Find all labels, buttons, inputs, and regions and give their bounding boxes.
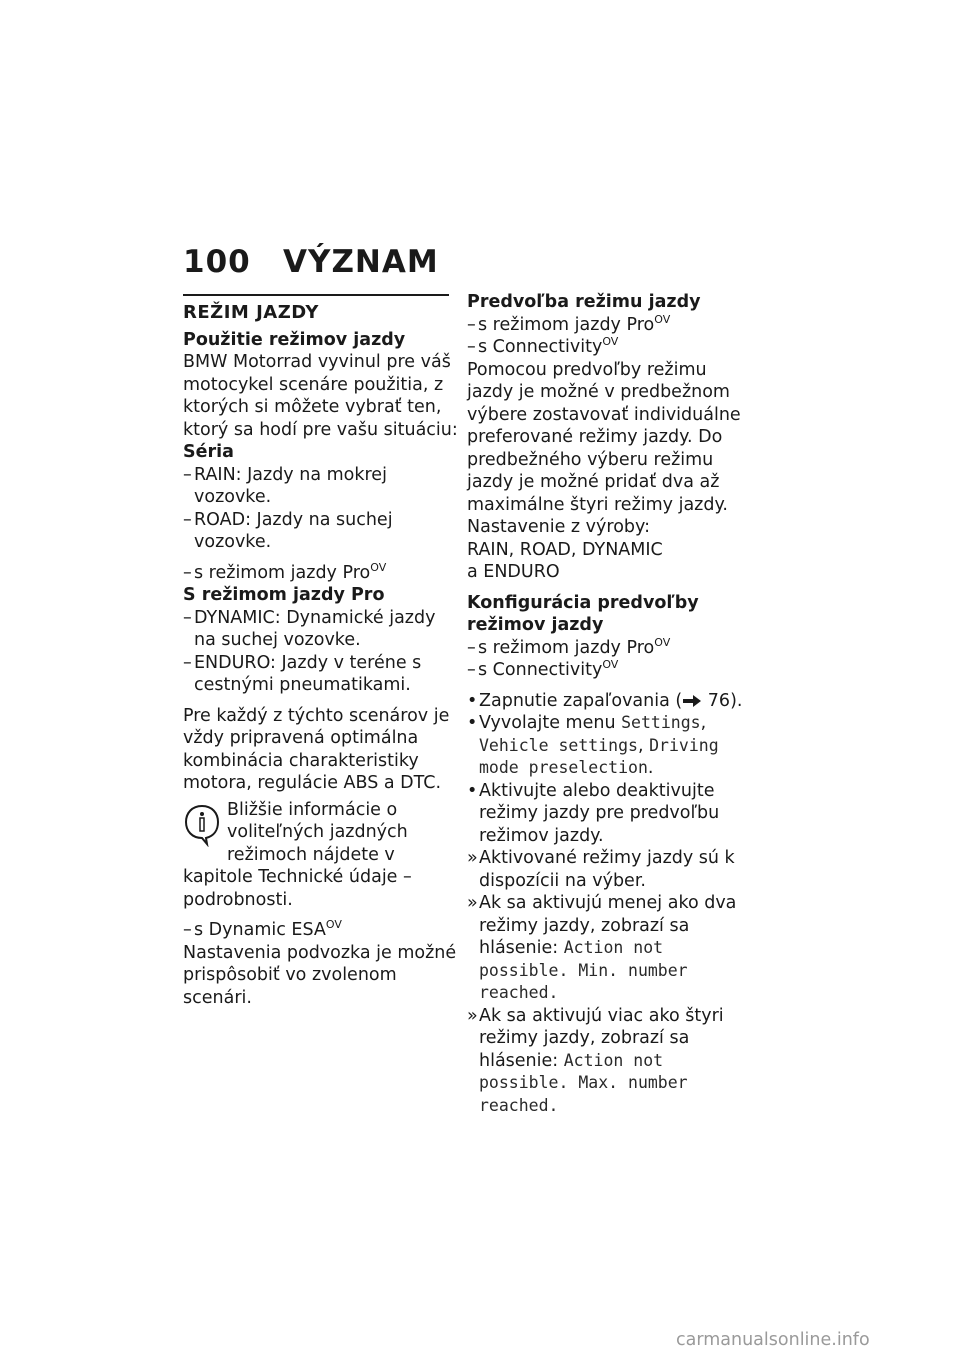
config-head: Konfigurácia predvoľby režimov jazdy	[467, 592, 699, 635]
esa-note: – s Dynamic $ESA^{OV}$	[183, 918, 342, 940]
chapter-title: VÝZNAM	[283, 244, 439, 280]
list-item: – DYNAMIC: Dynamické jazdy na suchej vozovke.	[183, 607, 436, 650]
bullet-icon: •	[467, 690, 478, 711]
list-item: – ROAD: Jazdy na suchej vozovke.	[183, 509, 393, 552]
result-item: » Ak sa aktivujú menej ako dva režimy jazdy, zobrazí sa hlásenie: Action not possible. Min. number reached.	[467, 892, 747, 1005]
factory-label: Nastavenie z výroby:	[467, 517, 650, 537]
result-icon: »	[467, 848, 478, 868]
left-column	[183, 296, 458, 1009]
result-item: » Aktivované režimy jazdy sú k dispozícii na výber.	[467, 848, 735, 891]
watermark: carmanualsonline.info	[676, 1330, 870, 1350]
step-item: • Aktivujte alebo deaktivujte režimy jazdy pre predvoľbu režimov jazdy.	[467, 780, 720, 846]
info-block	[183, 799, 458, 912]
note-connectivity: – s Connectivity$^{OV}$	[467, 658, 619, 680]
esa-text: Nastavenia podvozka je možné prispôsobiť vo zvolenom scenári.	[183, 942, 457, 1008]
scenarios-text: Pre každý z týchto scenárov je vždy pripravená optimálna kombinácia charakteristiky motora, regulácie ABS a DTC.	[183, 705, 450, 793]
subhead-usage: Použitie režimov jazdy	[183, 329, 406, 350]
message-max: Action not possible. Max. number reached.	[479, 1050, 688, 1115]
result-icon: »	[467, 893, 478, 913]
result-item: » Ak sa aktivujú viac ako štyri režimy jazdy, zobrazí sa hlásenie: Action not possible. Max. number reached.	[467, 1005, 747, 1118]
page-header	[183, 244, 483, 284]
preselect-text: Pomocou predvoľby režimu jazdy je možné v predbežnom výbere zostavovať individuálne preferované režimy jazdy. Do predbežného výberu režimu jazdy je možné pridať dva až maximálne štyri režimy jazdy.	[467, 359, 741, 515]
bullet-icon: •	[467, 713, 478, 733]
series-head: Séria	[183, 442, 234, 462]
right-column	[467, 291, 747, 1117]
menu-vehicle-settings: Vehicle settings	[479, 735, 638, 755]
section-title: REŽIM JAZDY	[183, 302, 319, 323]
menu-settings: Settings	[621, 713, 701, 732]
factory-value: a ENDURO	[467, 562, 560, 582]
message-min: Action not possible. Min. number reached.	[479, 938, 688, 1002]
bullet-icon: •	[467, 780, 478, 801]
list-item: – ENDURO: Jazdy v teréne s cestnými pneumatikami.	[183, 652, 422, 695]
factory-value: RAIN, ROAD, DYNAMIC	[467, 539, 663, 560]
page-number: 100	[183, 244, 251, 280]
result-icon: »	[467, 1005, 478, 1026]
note-pro: – s režimom jazdy Pro$^{OV}$	[467, 635, 671, 658]
menu-driving-mode: Driving mode preselection	[479, 735, 719, 777]
note-connectivity: – s Connectivity$^{OV}$	[467, 335, 619, 357]
page-reference-arrow-icon	[682, 695, 702, 707]
note-pro: – s režimom jazdy Pro$^{OV}$	[467, 312, 671, 335]
pro-head: S režimom jazdy Pro	[183, 585, 385, 605]
preselect-head: Predvoľba režimu jazdy	[467, 292, 701, 312]
pro-note: – s režimom jazdy Pro$^{OV}$	[183, 560, 387, 583]
info-icon	[183, 803, 221, 847]
step-item: • Vyvolajte menu Settings, Vehicle settings, Driving mode preselection.	[467, 713, 719, 778]
intro-text: BMW Motorrad vyvinul pre váš motocykel scenáre použitia, z ktorých si môžete vybrať ten, ktorý sa hodí pre vašu situáciu:	[183, 352, 458, 440]
step-item: • Zapnutie zapaľovania ( 76).	[467, 690, 743, 711]
list-item: – RAIN: Jazdy na mokrej vozovke.	[183, 464, 387, 507]
info-text: Bližšie informácie o voliteľných jazdných režimoch nájdete v kapitole Technické údaje – podrobnosti.	[183, 799, 412, 910]
